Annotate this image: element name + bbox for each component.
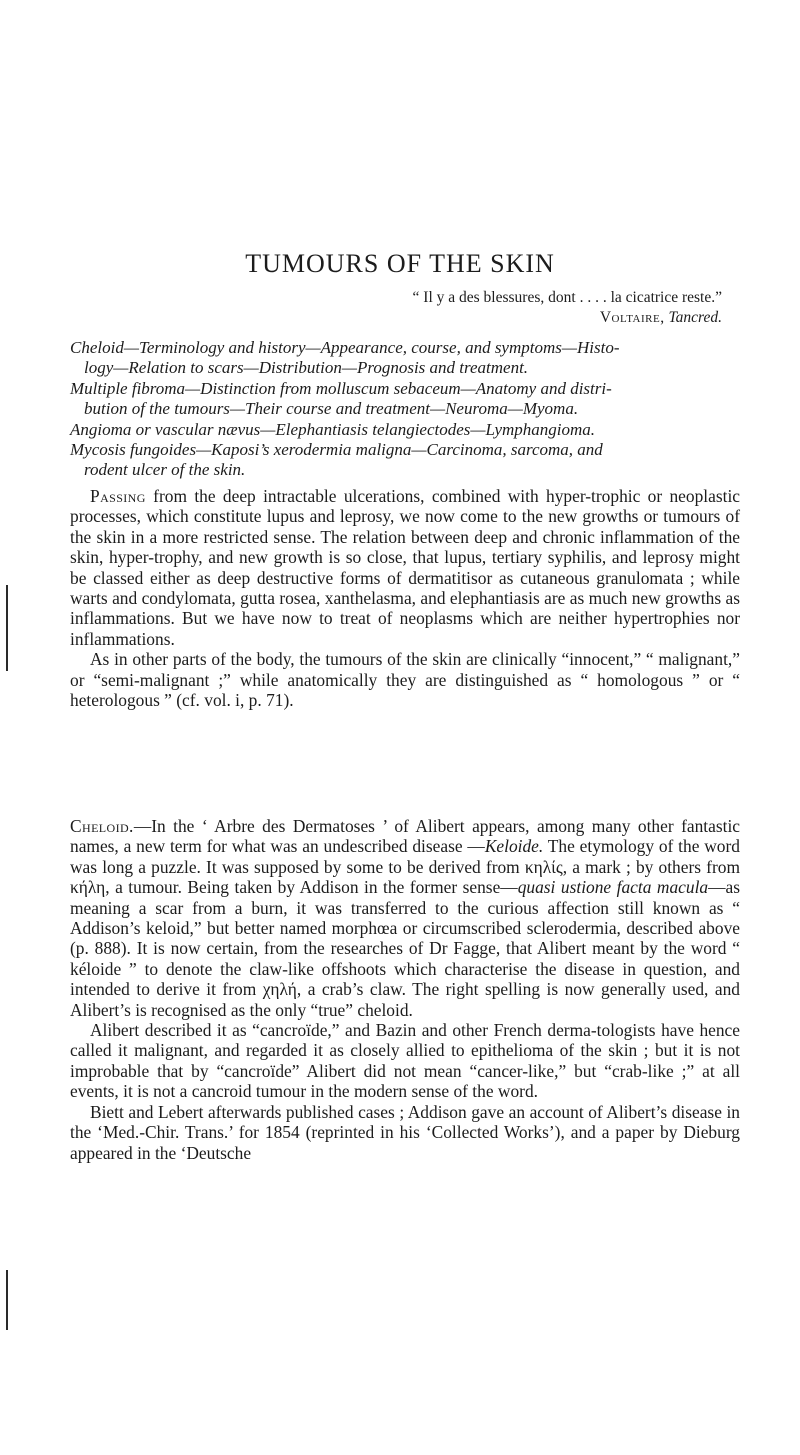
term-keloide: Keloide. xyxy=(484,836,544,857)
epigraph xyxy=(413,288,722,328)
synopsis-line: logy—Relation to scars—Distribution—Prognosis and treatment. xyxy=(84,358,529,378)
page-edge-mark xyxy=(6,1270,8,1330)
section-heading-cheloid: Cheloid. xyxy=(70,816,134,836)
page-edge-mark xyxy=(6,585,8,671)
synopsis-line: Multiple fibroma—Distinction from molluscum sebaceum—Anatomy and distri- xyxy=(70,378,612,398)
paragraph-alibert: Alibert described it as “cancroïde,” and Bazin and other French derma-tologists have hence called it malignant, and regarded it as closely allied to epithelioma of the skin ; but it is not improbable that by “cancroïde” Alibert did not mean “cancer-like,” but “crab-like ;” at all events, it is not a cancroid tumour in the modern sense of the word. xyxy=(70,1020,740,1102)
epigraph-author: Voltaire, xyxy=(599,309,665,326)
paragraph-biett: Biett and Lebert afterwards published cases ; Addison gave an account of Alibert’s disease in the ‘Med.-Chir. Trans.’ for 1854 (reprinted in his ‘Collected Works’), and a paper by Dieburg appeared in the ‘Deutsche xyxy=(70,1101,740,1163)
paragraph-text: —as meaning a scar from a burn, it was transferred to the curious affection still known as “ Addison’s keloid,” but better named morphœa or circumscribed sclerodermia, described above (p. 888). It is now certain, from the researches of Dr Fagge, that Alibert meant by the word “ kéloide ” to denote the claw-like offshoots which characterise the disease in question, and intended to derive it from χηλή, a crab’s claw. The right spelling is now generally used, and Alibert’s is recognised as the only “true” cheloid. xyxy=(70,877,740,1020)
epigraph-work: Tancred. xyxy=(668,309,722,326)
epigraph-quote: “ Il y a des blessures, dont . . . . la cicatrice reste.” xyxy=(412,289,722,306)
body-text-2 xyxy=(70,816,740,1163)
epigraph-attribution xyxy=(413,308,722,328)
paragraph-text: —In the ‘ Arbre des Dermatoses ’ of Alibert appears, among many other fantastic names, a new term for what was an undescribed disease — xyxy=(70,816,740,857)
latin-phrase: quasi ustione facta macula xyxy=(517,877,709,898)
synopsis-line: bution of the tumours—Their course and treatment—Neuroma—Myoma. xyxy=(84,399,579,419)
paragraph-text: The etymology of the word was long a puzzle. It was supposed by some to be derived from κηλίς, a mark ; by others from κήλη, a tumour. Being taken by Addison in the former sense— xyxy=(70,836,740,898)
synopsis-line: Cheloid—Terminology and history—Appearance, course, and symptoms—Histo- xyxy=(70,338,620,357)
synopsis-line: Mycosis fungoides—Kaposi’s xerodermia maligna—Carcinoma, sarcoma, and xyxy=(70,440,603,460)
paragraph-classification: As in other parts of the body, the tumours of the skin are clinically “innocent,” “ malignant,” or “semi-malignant ;” while anatomically they are distinguished as “ homologous ” or “ heterologous ” (cf. vol. i, p. 71). xyxy=(70,649,740,711)
paragraph-cheloid xyxy=(70,816,740,1020)
synopsis-line: rodent ulcer of the skin. xyxy=(84,460,246,480)
body-text-1 xyxy=(70,486,740,710)
paragraph-passing xyxy=(70,486,740,649)
paragraph-text: from the deep intractable ulcerations, combined with hyper-trophic or neoplastic processes, which constitute lupus and leprosy, we now come to the new growths or tumours of the skin in a more restricted sense. The relation between deep and chronic inflammation of the skin, hyper-trophy, and new growth is so close, that lupus, tertiary syphilis, and leprosy might be classed either as deep destructive forms of dermatitisor as cutaneous granulomata ; while warts and condylomata, gutta rosea, xanthelasma, and elephantiasis are as much new growths as inflammations. But we have now to treat of neoplasms which are neither hypertrophies nor inflammations. xyxy=(70,486,740,649)
synopsis-line: Angioma or vascular nævus—Elephantiasis telangiectodes—Lymphangioma. xyxy=(70,419,596,439)
chapter-synopsis xyxy=(70,338,730,481)
run-in-heading: Passing xyxy=(90,486,146,506)
chapter-title: TUMOURS OF THE SKIN xyxy=(245,249,555,279)
